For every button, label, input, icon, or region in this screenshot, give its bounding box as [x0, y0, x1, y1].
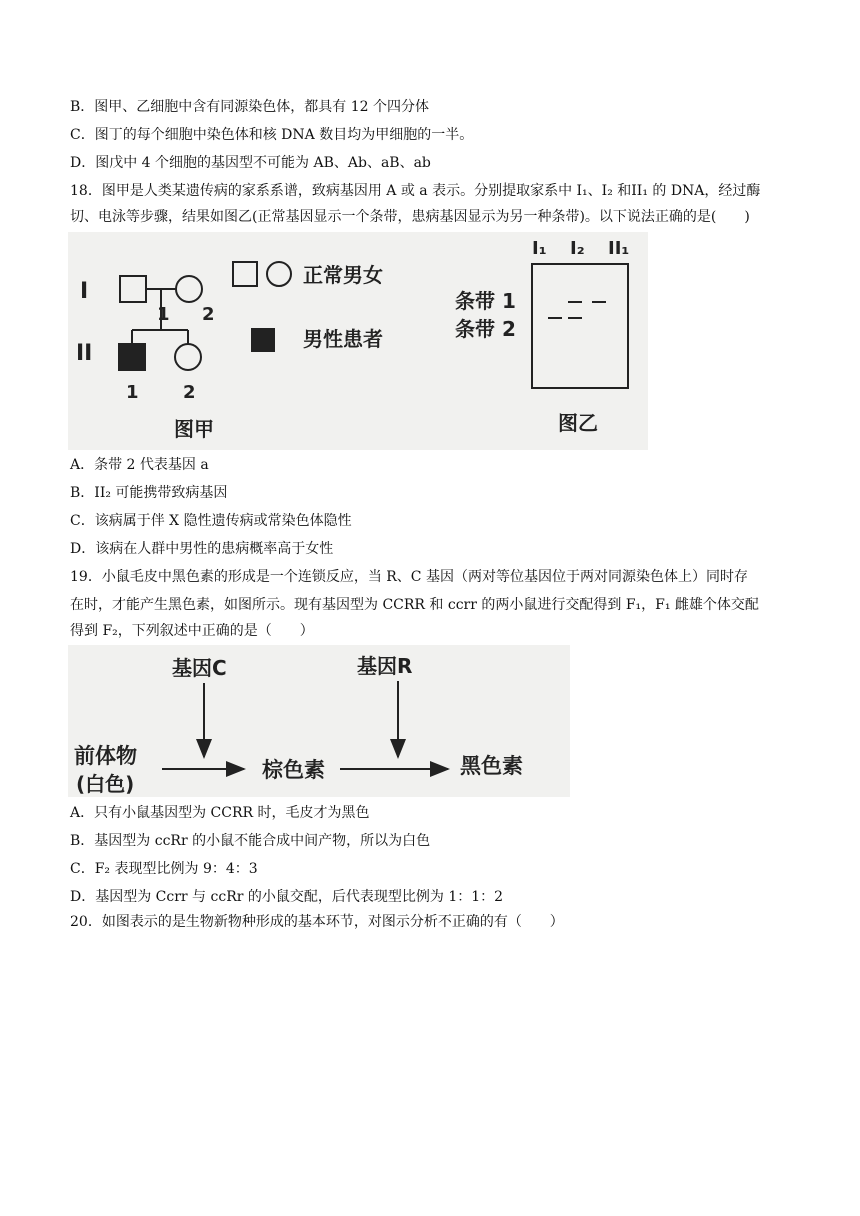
- q18-figure: [68, 232, 648, 450]
- q18-stem-line1: 18．图甲是人类某遗传病的家系系谱，致病基因用 A 或 a 表示。分别提取家系中 I₁、I₂ 和II₁ 的 DNA，经过酶: [70, 183, 761, 199]
- q17-option-c: C．图丁的每个细胞中染色体和核 DNA 数目均为甲细胞的一半。: [70, 127, 474, 143]
- legend-normal-male-icon: [233, 262, 257, 286]
- gene-r-label: 基因R: [357, 654, 413, 678]
- precursor-label: 前体物: [74, 744, 137, 768]
- figure-a-caption: 图甲: [174, 417, 214, 441]
- black-pigment-label: 黑色素: [460, 754, 523, 778]
- legend-patient-label: 男性患者: [303, 327, 383, 351]
- band2-label: 条带 2: [455, 317, 516, 341]
- precursor-note: (白色): [76, 772, 135, 796]
- pedigree-i2-number: 2: [202, 304, 215, 325]
- q19-option-a: A．只有小鼠基因型为 CCRR 时，毛皮才为黑色: [70, 805, 370, 821]
- lane-i2-label: I₂: [570, 238, 585, 259]
- q17-option-d: D．图戊中 4 个细胞的基因型不可能为 AB、Ab、aB、ab: [70, 155, 431, 171]
- q19-stem-line2: 在时，才能产生黑色素，如图所示。现有基因型为 CCRR 和 ccrr 的两小鼠进行交配得到 F₁，F₁ 雌雄个体交配: [70, 597, 759, 613]
- generation-ii-label: II: [76, 341, 93, 366]
- legend-normal-female-icon: [267, 262, 291, 286]
- pedigree-ii2-normal-female: [175, 344, 201, 370]
- lane-i1-label: I₁: [532, 238, 547, 259]
- q18-option-d: D．该病在人群中男性的患病概率高于女性: [70, 541, 334, 557]
- lane-ii1-label: II₁: [608, 238, 630, 259]
- q19-stem-line1: 19．小鼠毛皮中黑色素的形成是一个连锁反应，当 R、C 基因（两对等位基因位于两对同源染色体上）同时存: [70, 569, 748, 585]
- pedigree-i1-number: 1: [157, 304, 170, 325]
- q19-option-c: C．F₂ 表现型比例为 9：4：3: [70, 861, 258, 877]
- q17-option-b: B．图甲、乙细胞中含有同源染色体，都具有 12 个四分体: [70, 99, 430, 115]
- pedigree-i1-normal-male: [120, 276, 146, 302]
- q19-option-b: B．基因型为 ccRr 的小鼠不能合成中间产物，所以为白色: [70, 833, 431, 849]
- q18-option-c: C．该病属于伴 X 隐性遗传病或常染色体隐性: [70, 513, 352, 529]
- legend-affected-male-icon: [251, 328, 275, 352]
- pedigree-ii1-number: 1: [126, 382, 139, 403]
- pedigree-ii2-number: 2: [183, 382, 196, 403]
- brown-pigment-label: 棕色素: [262, 758, 325, 782]
- generation-i-label: I: [80, 279, 89, 304]
- band1-label: 条带 1: [455, 289, 516, 313]
- q20-stem: 20．如图表示的是生物新物种形成的基本环节，对图示分析不正确的有（ ）: [70, 914, 564, 930]
- gene-c-label: 基因C: [172, 656, 227, 680]
- legend-normal-label: 正常男女: [303, 263, 383, 287]
- pedigree-i2-normal-female: [176, 276, 202, 302]
- q18-stem-line2: 切、电泳等步骤，结果如图乙(正常基因显示一个条带，患病基因显示为另一种条带)。以下说法正确的是( ): [70, 209, 750, 225]
- q18-option-b: B．II₂ 可能携带致病基因: [70, 485, 228, 501]
- q19-option-d: D．基因型为 Ccrr 与 ccRr 的小鼠交配，后代表现型比例为 1：1：2: [70, 889, 504, 905]
- gel-frame: [532, 264, 628, 388]
- figure-b-caption: 图乙: [558, 411, 598, 435]
- q19-pathway-figure: [68, 645, 570, 797]
- q19-stem-line3: 得到 F₂，下列叙述中正确的是（ ）: [70, 623, 314, 639]
- q18-option-a: A．条带 2 代表基因 a: [70, 457, 209, 473]
- pedigree-ii1-affected-male: [119, 344, 145, 370]
